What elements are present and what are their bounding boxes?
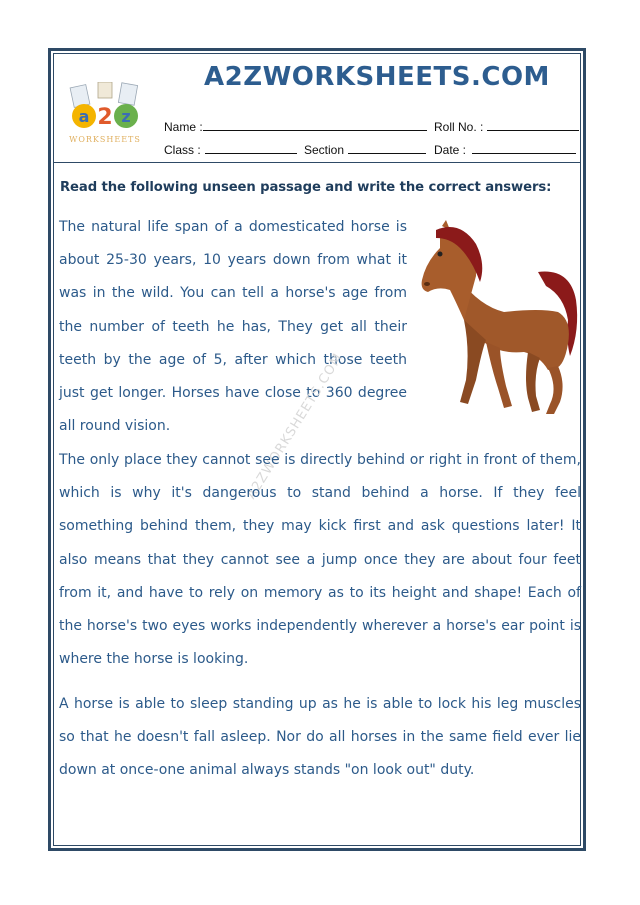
roll-line: [487, 119, 579, 131]
site-title: A2ZWORKSHEETS.COM: [204, 62, 550, 92]
class-line: [205, 142, 297, 154]
logo-text: WORKSHEETS: [69, 135, 141, 144]
section-line: [348, 142, 426, 154]
worksheet-frame: [48, 48, 586, 851]
roll-field: [434, 119, 579, 134]
worksheet-inner-border: [53, 53, 581, 846]
horse-illustration: [420, 220, 580, 416]
a2z-logo: [64, 82, 146, 148]
passage-paragraph-3: A horse is able to sleep standing up as he is able to lock his leg muscles so that he doesn't fall asleep. Nor do all horses in the same field ever lie down at once-one animal always stands "on look out" duty.: [59, 696, 581, 779]
section-label: Section: [304, 143, 345, 157]
section-field: [304, 142, 426, 157]
roll-label: Roll No. :: [434, 120, 484, 134]
class-label: Class :: [164, 143, 201, 157]
name-field: [164, 119, 427, 134]
name-line: [203, 119, 427, 131]
passage-paragraph-1: The natural life span of a domesticated horse is about 25-30 years, 10 years down from what it was in the wild. You can tell a horse's age from the number of teeth he has, They get all their teeth by the age of 5, after which those teeth just get longer. Horses have close to 360 degree all round vision.: [59, 219, 407, 435]
date-field: [434, 142, 576, 157]
svg-text:z: z: [121, 107, 131, 126]
instruction-heading: Read the following unseen passage and write the correct answers:: [60, 180, 552, 195]
watermark: A2ZWORKSHEETS.COM: [244, 350, 347, 502]
class-field: [164, 142, 297, 157]
passage-paragraph-2: The only place they cannot see is directly behind or right in front of them, which is why it's dangerous to stand behind a horse. If they feel something behind them, they may kick first and ask questions later! It also means that they cannot see a jump once they are about four feet from it, and have to rely on memory as to its height and shape! Each of the horse's two eyes works independently wherever a horse's ear point is where the horse is looking.: [59, 452, 581, 668]
name-label: Name :: [164, 120, 203, 134]
date-label: Date :: [434, 143, 467, 157]
worksheet-header: [54, 54, 580, 163]
date-line: [472, 142, 576, 154]
svg-text:a: a: [78, 107, 90, 126]
svg-text:2: 2: [97, 105, 113, 130]
